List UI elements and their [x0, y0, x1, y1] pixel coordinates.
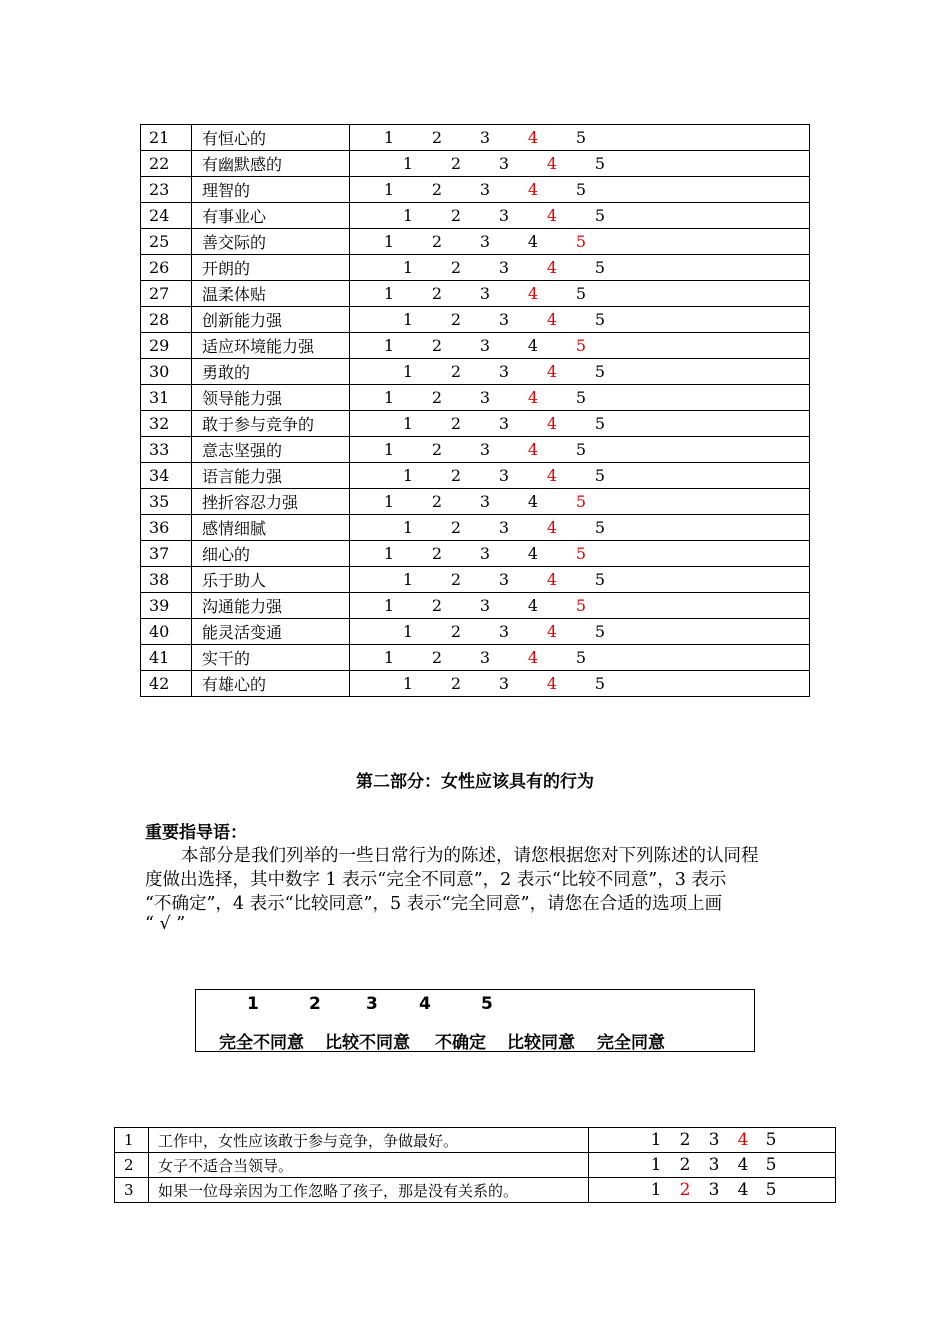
rating-option[interactable]: 3	[479, 440, 491, 459]
rating-option[interactable]: 5	[765, 1180, 777, 1200]
rating-option[interactable]: 2	[450, 362, 462, 381]
rating-option[interactable]: 5	[594, 518, 606, 537]
item-label: 实干的	[192, 645, 350, 671]
table-row	[141, 541, 810, 567]
rating-option[interactable]: 3	[498, 414, 510, 433]
table-row	[141, 385, 810, 411]
table-row	[141, 489, 810, 515]
rating-option-selected[interactable]: 4	[546, 154, 558, 173]
item-number: 31	[141, 385, 192, 411]
scale-number: 1	[247, 994, 259, 1014]
rating-options	[350, 515, 810, 541]
rating-option[interactable]: 1	[402, 414, 414, 433]
table-row	[115, 1153, 836, 1178]
rating-options	[350, 307, 810, 333]
item-number: 28	[141, 307, 192, 333]
rating-option[interactable]: 5	[765, 1155, 777, 1175]
table-row	[141, 515, 810, 541]
rating-options	[350, 463, 810, 489]
rating-options	[350, 541, 810, 567]
rating-option[interactable]: 1	[383, 336, 395, 355]
rating-option[interactable]: 3	[498, 258, 510, 277]
item-label: 有雄心的	[192, 671, 350, 697]
table-row	[141, 281, 810, 307]
item-number: 30	[141, 359, 192, 385]
table-row	[141, 619, 810, 645]
rating-options	[589, 1153, 836, 1178]
item-label: 乐于助人	[192, 567, 350, 593]
guide-line: 度做出选择，其中数字 1 表示“完全不同意”，2 表示“比较不同意”，3 表示	[145, 870, 727, 890]
rating-option[interactable]: 1	[402, 206, 414, 225]
rating-option[interactable]: 5	[594, 414, 606, 433]
rating-option[interactable]: 3	[708, 1180, 720, 1200]
rating-option-selected[interactable]: 4	[527, 440, 539, 459]
rating-option[interactable]: 4	[527, 596, 539, 615]
item-label: 挫折容忍力强	[192, 489, 350, 515]
table-row	[141, 359, 810, 385]
rating-option[interactable]: 3	[498, 622, 510, 641]
rating-option[interactable]: 2	[450, 622, 462, 641]
rating-option[interactable]: 1	[402, 154, 414, 173]
item-number: 35	[141, 489, 192, 515]
rating-option[interactable]: 3	[498, 466, 510, 485]
rating-options	[589, 1128, 836, 1153]
rating-option[interactable]: 1	[650, 1180, 662, 1200]
item-label: 开朗的	[192, 255, 350, 281]
rating-option-selected[interactable]: 5	[575, 544, 587, 563]
rating-option[interactable]: 3	[479, 232, 491, 251]
guide-line: 本部分是我们列举的一些日常行为的陈述，请您根据您对下列陈述的认同程	[181, 846, 759, 866]
rating-option[interactable]: 1	[650, 1155, 662, 1175]
item-label: 细心的	[192, 541, 350, 567]
item-number: 23	[141, 177, 192, 203]
rating-option[interactable]: 5	[575, 388, 587, 407]
rating-option-selected[interactable]: 5	[575, 232, 587, 251]
item-number: 29	[141, 333, 192, 359]
rating-option-selected[interactable]: 5	[575, 336, 587, 355]
rating-option[interactable]: 1	[383, 232, 395, 251]
item-number: 36	[141, 515, 192, 541]
rating-options	[350, 645, 810, 671]
table-row	[141, 307, 810, 333]
rating-option[interactable]: 3	[498, 206, 510, 225]
scale-label: 完全同意	[597, 1033, 665, 1053]
rating-options	[350, 385, 810, 411]
guide-title: 重要指导语：	[145, 823, 247, 843]
rating-option[interactable]: 2	[450, 206, 462, 225]
rating-option[interactable]: 1	[383, 596, 395, 615]
rating-option-selected[interactable]: 4	[546, 258, 558, 277]
rating-option[interactable]: 3	[498, 362, 510, 381]
rating-option[interactable]: 2	[450, 310, 462, 329]
table-row	[141, 645, 810, 671]
rating-options	[350, 437, 810, 463]
rating-options	[350, 593, 810, 619]
table-row	[141, 463, 810, 489]
rating-options	[350, 359, 810, 385]
rating-option[interactable]: 5	[594, 466, 606, 485]
rating-option[interactable]: 2	[431, 180, 443, 199]
table-row	[115, 1128, 836, 1153]
rating-option-selected[interactable]: 4	[546, 206, 558, 225]
item-label: 理智的	[192, 177, 350, 203]
rating-option[interactable]: 3	[479, 388, 491, 407]
rating-option[interactable]: 5	[575, 648, 587, 667]
rating-option-selected[interactable]: 4	[527, 180, 539, 199]
item-label: 有事业心	[192, 203, 350, 229]
rating-options	[350, 333, 810, 359]
item-number: 33	[141, 437, 192, 463]
item-label: 语言能力强	[192, 463, 350, 489]
table-row	[141, 255, 810, 281]
part2-rating-table	[114, 1127, 836, 1203]
item-number: 1	[115, 1128, 149, 1153]
rating-options	[350, 177, 810, 203]
table-row	[141, 203, 810, 229]
part1-rating-table	[140, 124, 810, 697]
scale-number: 2	[309, 994, 321, 1014]
rating-option[interactable]: 2	[679, 1130, 691, 1150]
rating-option-selected[interactable]: 4	[527, 284, 539, 303]
item-number: 3	[115, 1178, 149, 1203]
rating-option[interactable]: 2	[450, 570, 462, 589]
table-row	[141, 229, 810, 255]
rating-option[interactable]: 3	[479, 492, 491, 511]
item-number: 42	[141, 671, 192, 697]
item-number: 2	[115, 1153, 149, 1178]
item-number: 39	[141, 593, 192, 619]
rating-option[interactable]: 5	[765, 1130, 777, 1150]
table-row	[141, 177, 810, 203]
rating-option[interactable]: 2	[431, 388, 443, 407]
rating-option[interactable]: 2	[450, 414, 462, 433]
table-row	[115, 1178, 836, 1203]
table-row	[141, 333, 810, 359]
rating-option[interactable]: 1	[402, 570, 414, 589]
rating-option[interactable]: 3	[479, 648, 491, 667]
item-number: 37	[141, 541, 192, 567]
table-row	[141, 593, 810, 619]
rating-option[interactable]: 1	[402, 258, 414, 277]
rating-option[interactable]: 1	[383, 544, 395, 563]
rating-option[interactable]: 3	[479, 336, 491, 355]
rating-option[interactable]: 3	[498, 674, 510, 693]
item-label: 勇敢的	[192, 359, 350, 385]
rating-option[interactable]: 5	[594, 674, 606, 693]
item-number: 25	[141, 229, 192, 255]
item-number: 24	[141, 203, 192, 229]
rating-option[interactable]: 1	[383, 648, 395, 667]
rating-option[interactable]: 2	[450, 518, 462, 537]
rating-options	[350, 151, 810, 177]
item-number: 22	[141, 151, 192, 177]
scale-number: 4	[419, 994, 431, 1014]
rating-option-selected[interactable]: 2	[679, 1180, 691, 1200]
scale-number: 5	[481, 994, 493, 1014]
rating-option[interactable]: 3	[479, 128, 491, 147]
item-label: 善交际的	[192, 229, 350, 255]
rating-options	[350, 125, 810, 151]
rating-option[interactable]: 2	[431, 596, 443, 615]
table-row	[141, 151, 810, 177]
table-row	[141, 671, 810, 697]
rating-option[interactable]: 2	[431, 284, 443, 303]
rating-option[interactable]: 4	[527, 232, 539, 251]
rating-option[interactable]: 3	[479, 180, 491, 199]
rating-option[interactable]: 2	[431, 648, 443, 667]
item-label: 有恒心的	[192, 125, 350, 151]
rating-option[interactable]: 5	[594, 362, 606, 381]
item-number: 38	[141, 567, 192, 593]
rating-option[interactable]: 2	[431, 232, 443, 251]
section-title: 第二部分：女性应该具有的行为	[356, 772, 594, 792]
item-label: 能灵活变通	[192, 619, 350, 645]
item-label: 感情细腻	[192, 515, 350, 541]
rating-option[interactable]: 5	[594, 622, 606, 641]
rating-option[interactable]: 2	[450, 466, 462, 485]
rating-option[interactable]: 5	[575, 128, 587, 147]
item-label: 领导能力强	[192, 385, 350, 411]
table-row	[141, 437, 810, 463]
scale-label: 不确定	[435, 1033, 486, 1053]
item-label: 有幽默感的	[192, 151, 350, 177]
item-label: 沟通能力强	[192, 593, 350, 619]
rating-option[interactable]: 2	[431, 128, 443, 147]
rating-option[interactable]: 4	[737, 1155, 749, 1175]
rating-option[interactable]: 5	[575, 180, 587, 199]
rating-option[interactable]: 5	[594, 570, 606, 589]
scale-legend-box	[195, 989, 755, 1052]
item-statement: 工作中，女性应该敢于参与竞争，争做最好。	[149, 1128, 589, 1153]
rating-option-selected[interactable]: 4	[546, 310, 558, 329]
rating-option[interactable]: 1	[402, 310, 414, 329]
rating-options	[350, 281, 810, 307]
item-number: 27	[141, 281, 192, 307]
rating-option-selected[interactable]: 4	[546, 674, 558, 693]
rating-option[interactable]: 1	[402, 622, 414, 641]
rating-option[interactable]: 2	[450, 154, 462, 173]
rating-option-selected[interactable]: 4	[546, 362, 558, 381]
rating-option[interactable]: 3	[498, 518, 510, 537]
rating-options	[350, 489, 810, 515]
item-number: 32	[141, 411, 192, 437]
rating-option-selected[interactable]: 4	[737, 1130, 749, 1150]
rating-option[interactable]: 3	[479, 284, 491, 303]
rating-option[interactable]: 1	[402, 362, 414, 381]
rating-option[interactable]: 3	[498, 154, 510, 173]
rating-option-selected[interactable]: 4	[546, 622, 558, 641]
item-statement: 如果一位母亲因为工作忽略了孩子，那是没有关系的。	[149, 1178, 589, 1203]
rating-option-selected[interactable]: 5	[575, 492, 587, 511]
rating-option[interactable]: 1	[383, 180, 395, 199]
rating-option[interactable]: 3	[498, 570, 510, 589]
rating-option-selected[interactable]: 4	[546, 466, 558, 485]
rating-options	[350, 411, 810, 437]
item-number: 41	[141, 645, 192, 671]
rating-option[interactable]: 2	[431, 336, 443, 355]
rating-option-selected[interactable]: 4	[546, 414, 558, 433]
item-number: 34	[141, 463, 192, 489]
item-label: 意志坚强的	[192, 437, 350, 463]
rating-option[interactable]: 3	[708, 1130, 720, 1150]
table-row	[141, 411, 810, 437]
rating-options	[350, 567, 810, 593]
item-number: 21	[141, 125, 192, 151]
rating-option[interactable]: 3	[498, 310, 510, 329]
rating-options	[350, 619, 810, 645]
rating-option[interactable]: 5	[575, 284, 587, 303]
rating-option[interactable]: 2	[450, 258, 462, 277]
rating-option-selected[interactable]: 5	[575, 596, 587, 615]
rating-option-selected[interactable]: 4	[546, 570, 558, 589]
rating-option[interactable]: 2	[431, 544, 443, 563]
item-label: 敢于参与竞争的	[192, 411, 350, 437]
rating-option-selected[interactable]: 4	[527, 388, 539, 407]
rating-option[interactable]: 1	[383, 128, 395, 147]
rating-option[interactable]: 3	[479, 596, 491, 615]
table-row	[141, 567, 810, 593]
rating-option[interactable]: 4	[527, 336, 539, 355]
scale-label: 比较不同意	[325, 1033, 410, 1053]
rating-option[interactable]: 1	[383, 440, 395, 459]
rating-options	[350, 203, 810, 229]
rating-option[interactable]: 4	[737, 1180, 749, 1200]
rating-option[interactable]: 2	[431, 440, 443, 459]
rating-option[interactable]: 5	[594, 154, 606, 173]
scale-number: 3	[366, 994, 378, 1014]
rating-option[interactable]: 1	[402, 674, 414, 693]
item-label: 适应环境能力强	[192, 333, 350, 359]
rating-option-selected[interactable]: 4	[546, 518, 558, 537]
rating-option[interactable]: 5	[594, 206, 606, 225]
rating-option-selected[interactable]: 4	[527, 128, 539, 147]
rating-option[interactable]: 1	[402, 466, 414, 485]
rating-option[interactable]: 5	[575, 440, 587, 459]
rating-option-selected[interactable]: 4	[527, 648, 539, 667]
rating-option[interactable]: 3	[708, 1155, 720, 1175]
rating-options	[350, 229, 810, 255]
rating-options	[350, 255, 810, 281]
rating-option[interactable]: 5	[594, 310, 606, 329]
table-row	[141, 125, 810, 151]
item-number: 26	[141, 255, 192, 281]
item-label: 温柔体贴	[192, 281, 350, 307]
rating-option[interactable]: 1	[402, 518, 414, 537]
scale-label: 比较同意	[507, 1033, 575, 1053]
scale-label: 完全不同意	[219, 1033, 304, 1053]
rating-option[interactable]: 4	[527, 544, 539, 563]
guide-line: “不确定”，4 表示“比较同意”，5 表示“完全同意”，请您在合适的选项上画	[145, 894, 723, 914]
rating-option[interactable]: 2	[431, 492, 443, 511]
rating-option[interactable]: 4	[527, 492, 539, 511]
guide-line: “ √ ”	[145, 914, 186, 934]
rating-option[interactable]: 1	[383, 388, 395, 407]
item-label: 创新能力强	[192, 307, 350, 333]
rating-option[interactable]: 1	[650, 1130, 662, 1150]
rating-option[interactable]: 1	[383, 492, 395, 511]
rating-options	[589, 1178, 836, 1203]
rating-option[interactable]: 1	[383, 284, 395, 303]
rating-options	[350, 671, 810, 697]
rating-option[interactable]: 2	[450, 674, 462, 693]
rating-option[interactable]: 3	[479, 544, 491, 563]
rating-option[interactable]: 2	[679, 1155, 691, 1175]
item-number: 40	[141, 619, 192, 645]
rating-option[interactable]: 5	[594, 258, 606, 277]
item-statement: 女子不适合当领导。	[149, 1153, 589, 1178]
